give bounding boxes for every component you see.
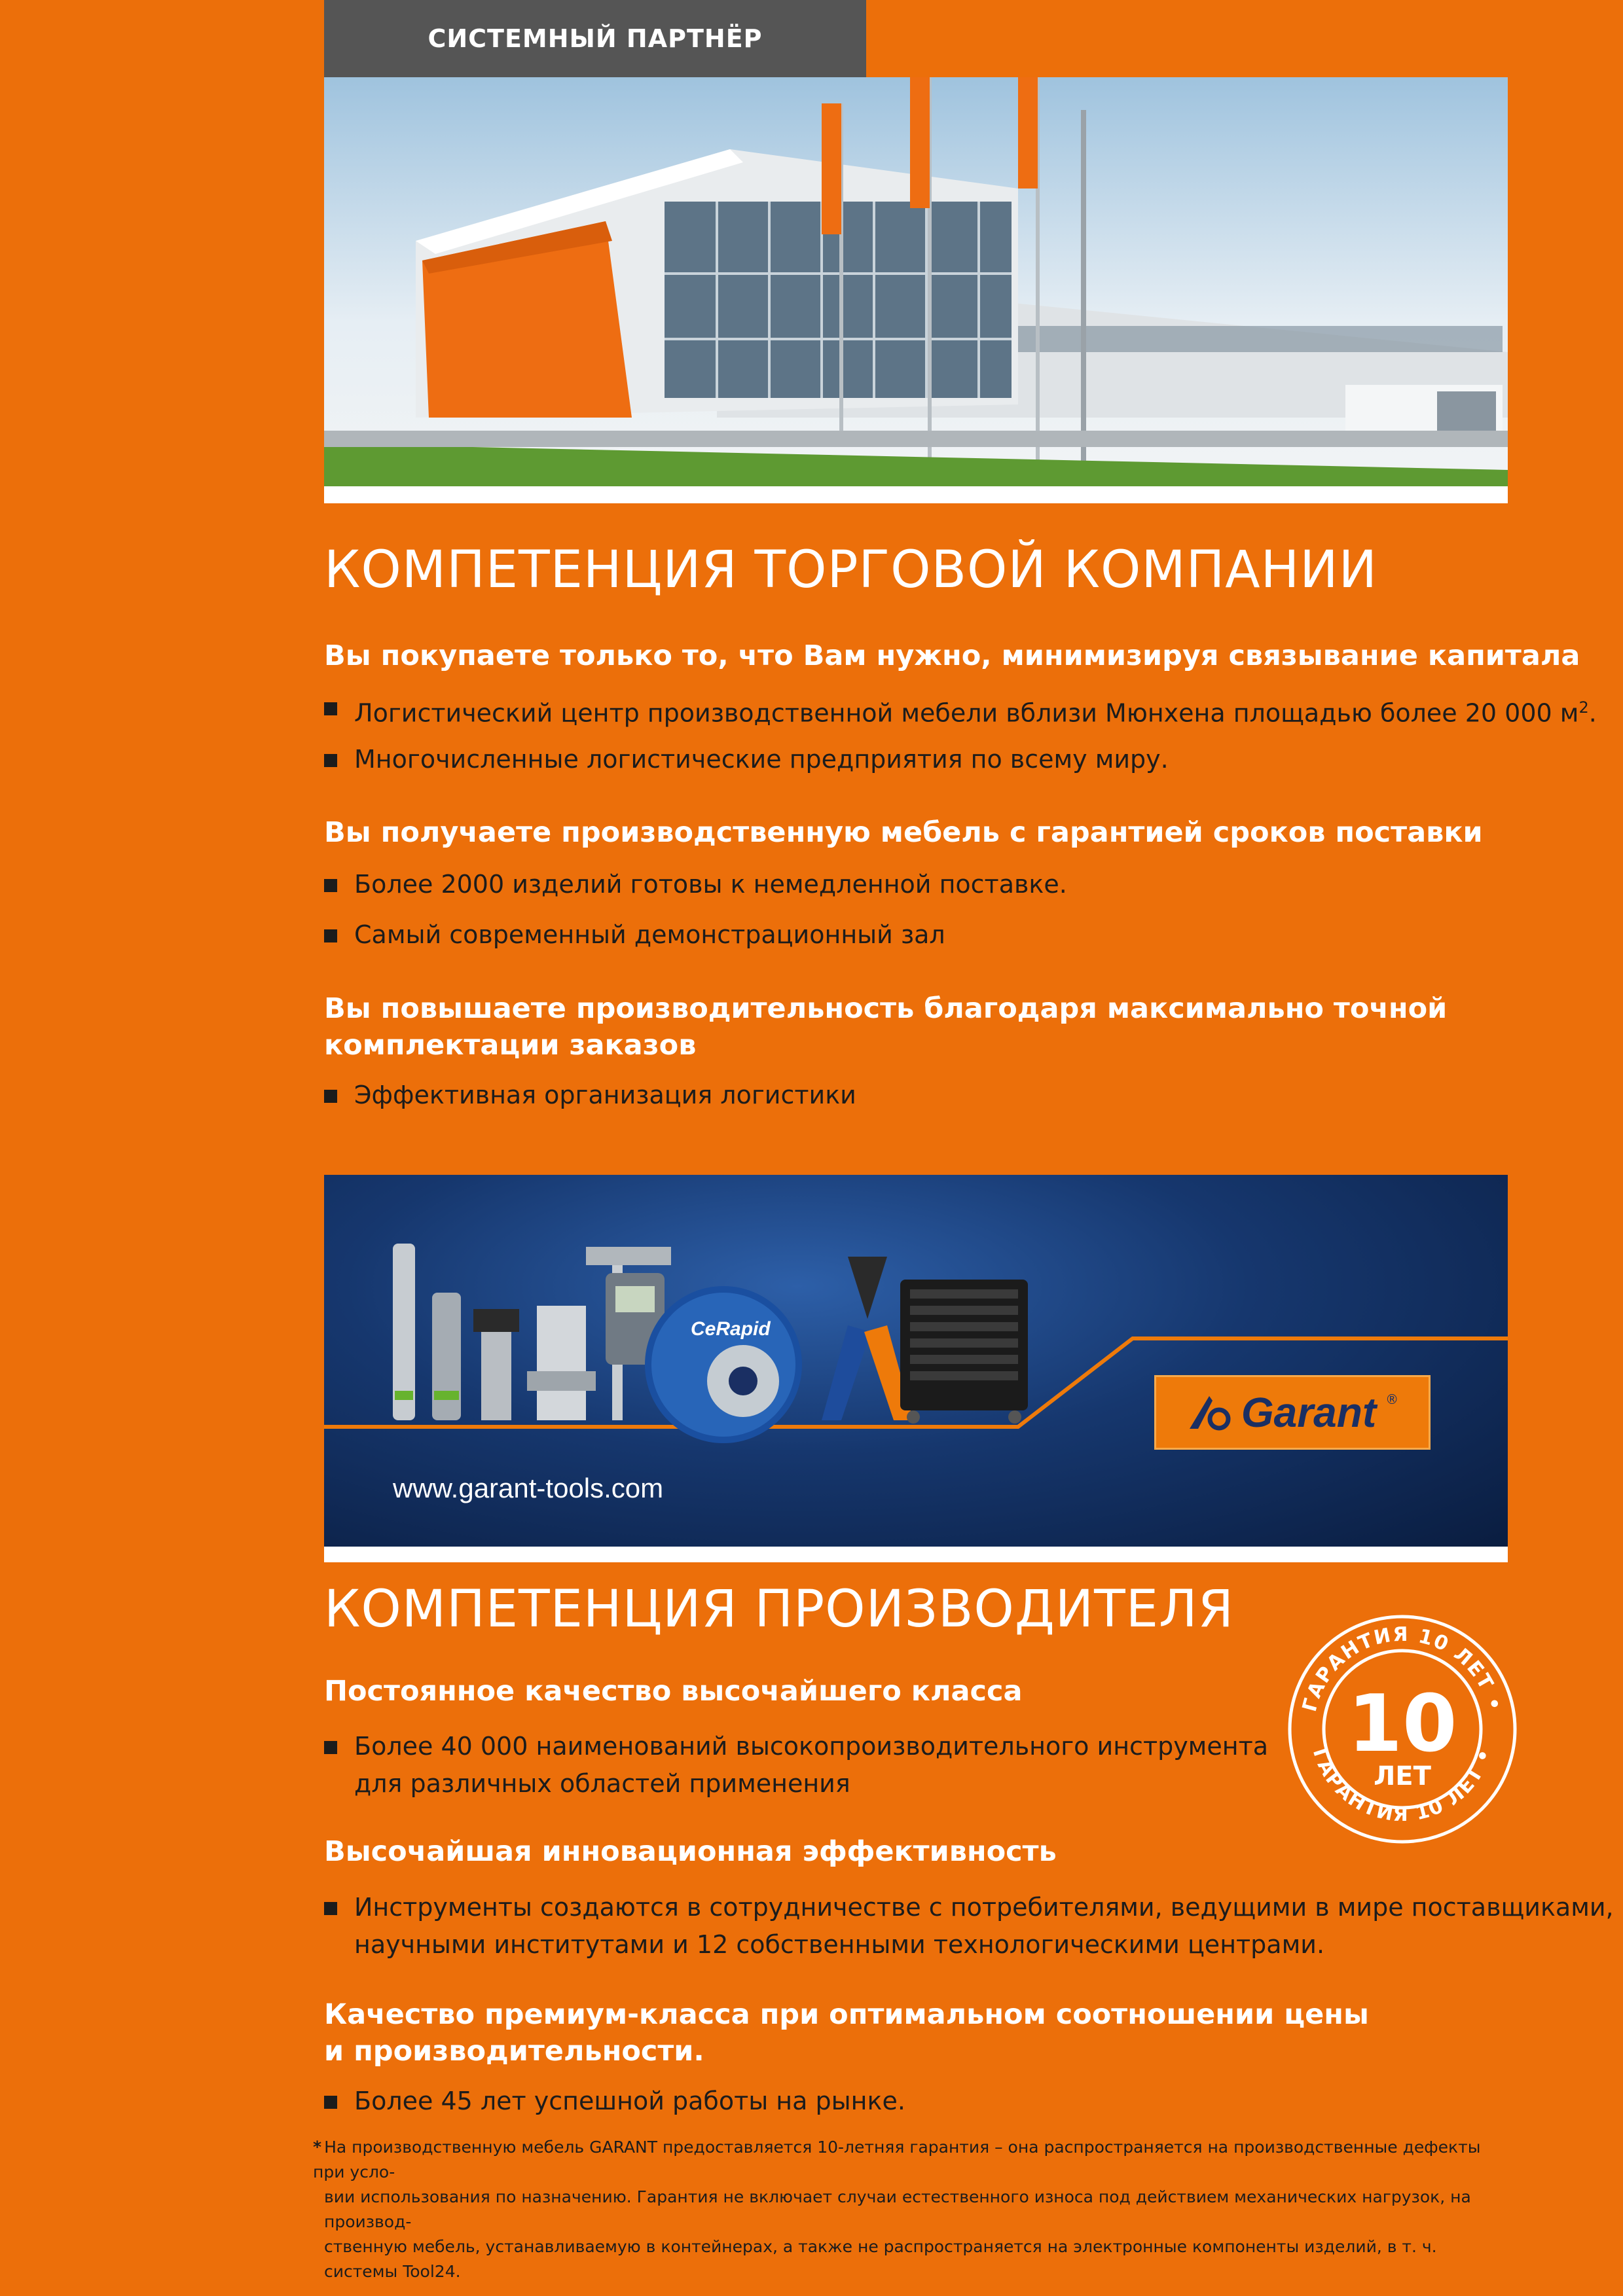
bullet-text: Инструменты создаются в сотрудничестве с потребителями, ведущими в мире поставщиками, научными институтами и 12 собственными технологическими центрами.: [354, 1893, 1614, 1959]
subhead-delivery: Вы получаете производственную мебель с гарантией сроков поставки: [324, 816, 1483, 849]
subhead-line: Вы повышаете производительность благодаря максимально точной: [324, 992, 1448, 1025]
subhead-productivity: [324, 990, 1447, 1064]
bullet-marker: [324, 2096, 337, 2109]
footnote-star: *: [313, 2138, 322, 2157]
footnote-line: * На производственную мебель GARANT предоставляется 10-летняя гарантия – она распространяется на производственные дефекты при усло-: [313, 2138, 1481, 2181]
subhead-line: Качество премиум-класса при оптимальном соотношении цены: [324, 1998, 1369, 2031]
bullet-text: Логистический центр производственной мебели вблизи Мюнхена площадью более 20 000 $м^2$.: [354, 698, 1597, 728]
warranty-seal: [1286, 1613, 1518, 1845]
garant-emblem-icon: [1186, 1393, 1232, 1432]
bullet-showroom: [324, 916, 945, 954]
subhead-line: комплектации заказов: [324, 1029, 697, 1062]
bullet-marker: [324, 1741, 337, 1754]
footnote-line: ственную мебель, устанавливаемую в контейнерах, а также не распространяется на электронные компоненты изделий, в т. ч. системы Tool24.: [324, 2237, 1437, 2281]
bullet-cooperation: [324, 1889, 1614, 1964]
bullet-text: Многочисленные логистические предприятия по всему миру.: [354, 745, 1169, 774]
bullet-text: Более 40 000 наименований высокопроизводительного инструмента для различных областей применения: [354, 1732, 1268, 1798]
bullet-text: Более 2000 изделий готовы к немедленной поставке.: [354, 870, 1067, 899]
section-title-manufacturer: КОМПЕТЕНЦИЯ ПРОИЗВОДИТЕЛЯ: [324, 1580, 1234, 1639]
subhead-line: и производительности.: [324, 2035, 704, 2068]
bullet-text: Эффективная организация логистики: [354, 1081, 856, 1109]
bullet-marker: [324, 1090, 337, 1103]
subhead-quality: Постоянное качество высочайшего класса: [324, 1675, 1023, 1708]
bullet-marker: [324, 929, 337, 942]
photo-white-strip: [324, 486, 1508, 503]
seal-number: 10: [1347, 1679, 1457, 1770]
bullet-logistics-center: [324, 689, 1597, 732]
garant-wordmark: Garant: [1241, 1389, 1377, 1436]
bullet-45-years: [324, 2083, 905, 2120]
garant-url: www.garant-tools.com: [393, 1473, 664, 1503]
bullet-text: Более 45 лет успешной работы на рынке.: [354, 2087, 905, 2115]
bullet-40000-tools: [324, 1728, 1268, 1803]
disc-label: CeRapid: [691, 1318, 771, 1340]
seal-ring-bottom: ГАРАНТИЯ 10 ЛЕТ •: [1307, 1745, 1497, 1827]
garant-tools-banner: [324, 1175, 1508, 1547]
seal-unit: ЛЕТ: [1374, 1761, 1431, 1791]
registered-mark: ®: [1385, 1391, 1399, 1407]
bullet-marker: [324, 702, 337, 715]
seal-ring-top: ГАРАНТИЯ 10 ЛЕТ •: [1298, 1623, 1507, 1714]
section-title-trading: КОМПЕТЕНЦИЯ ТОРГОВОЙ КОМПАНИИ: [324, 541, 1377, 600]
garant-logo: [1154, 1375, 1431, 1450]
banner-white-strip: [324, 1547, 1508, 1562]
bullet-marker: [324, 879, 337, 892]
building-illustration: [324, 77, 1508, 486]
warranty-seal-graphic: [1286, 1613, 1518, 1845]
subhead-capital: Вы покупаете только то, что Вам нужно, минимизируя связывание капитала: [324, 639, 1580, 672]
subhead-premium: [324, 1996, 1369, 2070]
bullet-logistics-organization: [324, 1077, 856, 1114]
bullet-marker: [324, 1902, 337, 1915]
subhead-innovation: Высочайшая инновационная эффективность: [324, 1835, 1057, 1868]
bullet-2000-items: [324, 866, 1067, 903]
logistics-center-photo: [324, 77, 1508, 486]
footnote-line: вии использования по назначению. Гарантия не включает случаи естественного износа под действием механических нагрузок, на производ-: [324, 2187, 1471, 2231]
system-partner-tag: СИСТЕМНЫЙ ПАРТНЁР: [324, 0, 866, 77]
bullet-marker: [324, 754, 337, 767]
warranty-footnote: [313, 2135, 1504, 2284]
bullet-text: Самый современный демонстрационный зал: [354, 920, 945, 949]
bullet-logistics-worldwide: [324, 741, 1169, 778]
